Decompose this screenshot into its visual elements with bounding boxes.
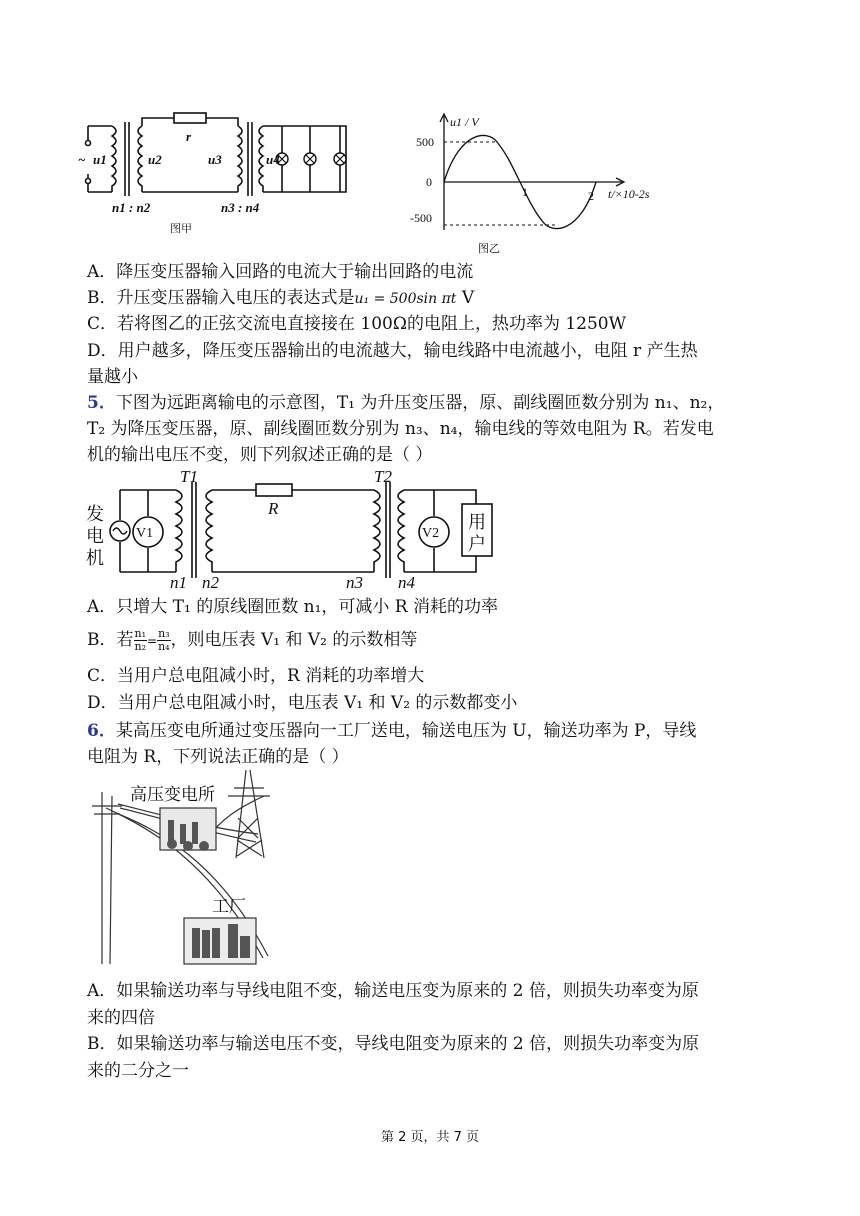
label-T2: T2: [374, 468, 392, 486]
label-u4: u4: [266, 152, 280, 167]
q6-option-b-line1: B．如果输送功率与输送电压不变，导线电阻变为原来的 2 倍，则损失功率变为原: [87, 1034, 700, 1054]
xlabel: t/×10-2s: [608, 187, 650, 201]
label-u2: u2: [148, 152, 162, 167]
generator-char-3: 机: [86, 548, 104, 568]
frac-den-n2: n₂: [134, 640, 146, 653]
tick-neg500: -500: [410, 211, 432, 225]
label-u3: u3: [208, 152, 222, 167]
label-V1: V1: [136, 526, 154, 541]
q5-option-c: C．当用户总电阻减小时，R 消耗的功率增大: [87, 666, 425, 686]
q4-option-b-prefix: B．升压变压器输入电压的表达式是: [87, 288, 355, 308]
ac-symbol: ~: [78, 152, 86, 167]
q5-option-b-suffix: ，则电压表 V₁ 和 V₂ 的示数相等: [170, 630, 418, 650]
label-n3: n3: [346, 573, 363, 590]
q6-stem-line2: 电阻为 R，下列说法正确的是（ ）: [87, 747, 349, 767]
q6-option-a-line2: 来的四倍: [87, 1008, 155, 1028]
q5-option-a: A．只增大 T₁ 的原线圈匝数 n₁，可减小 R 消耗的功率: [87, 597, 499, 617]
label-r: r: [186, 129, 192, 144]
figure-q5-transmission: [84, 468, 504, 590]
label-substation: 高压变电所: [130, 785, 215, 804]
q6-stem-line1: [87, 718, 696, 744]
q4-option-d-line1: D．用户越多，降压变压器输出的电流越大，输电线路中电流越小，电阻 r 产生热: [87, 341, 698, 361]
caption-yi: 图乙: [478, 243, 500, 255]
q5-stem-line3: 机的输出电压不变，则下列叙述正确的是（ ）: [87, 445, 433, 465]
label-factory: 工厂: [212, 897, 246, 916]
page-footer: 第 2 页，共 7 页: [380, 1130, 480, 1145]
q4-option-a: A．降压变压器输入回路的电流大于输出回路的电流: [87, 262, 474, 282]
label-T1: T1: [180, 468, 198, 486]
label-n2: n2: [202, 573, 219, 590]
figure-q6-substation: [88, 768, 288, 972]
caption-jia: 图甲: [170, 223, 192, 235]
user-char-2: 户: [468, 534, 486, 554]
q5-option-b: [87, 627, 417, 654]
fraction-n1-n2: [134, 628, 148, 653]
label-n4: n4: [398, 573, 415, 590]
q5-text-line1: 下图为远距离输电的示意图，T₁ 为升压变压器，原、副线圈匝数分别为 n₁、n₂，: [115, 393, 725, 413]
generator-char-2: 电: [86, 526, 104, 546]
frac-num-n3: n₃: [158, 627, 170, 640]
figure-yi-sine: [410, 110, 670, 256]
q5-option-d: D．当用户总电阻减小时，电压表 V₁ 和 V₂ 的示数都变小: [87, 693, 518, 713]
q5-stem-line1: [87, 390, 724, 416]
q6-text-line1: 某高压变电所通过变压器向一工厂送电，输送电压为 U，输送功率为 P，导线: [115, 721, 697, 741]
q5-stem-line2: T₂ 为降压变压器，原、副线圈匝数分别为 n₃、n₄，输电线的等效电阻为 R。若发电: [87, 419, 714, 439]
tick-500: 500: [416, 135, 434, 149]
generator-char-1: 发: [86, 504, 104, 524]
fraction-n3-n4: [157, 628, 171, 653]
ratio-left: n1 : n2: [112, 200, 151, 215]
q4-option-c: C．若将图乙的正弦交流电直接接在 100Ω的电阻上，热功率为 1250W: [87, 314, 627, 334]
q6-number: 6．: [87, 721, 116, 741]
tick-2: 2: [588, 189, 594, 203]
tick-1: 1: [522, 185, 528, 199]
label-V2: V2: [422, 526, 440, 541]
q6-option-a-line1: A．如果输送功率与导线电阻不变，输送电压变为原来的 2 倍，则损失功率变为原: [87, 981, 699, 1001]
frac-equals: =: [147, 634, 158, 648]
label-u1: u1: [93, 152, 107, 167]
ratio-right: n3 : n4: [221, 200, 260, 215]
q4-option-b: [87, 285, 474, 312]
q5-number: 5．: [87, 393, 116, 413]
frac-den-n4: n₄: [158, 640, 170, 653]
q4-option-d-line2: 量越小: [87, 367, 138, 387]
q6-option-b-line2: 来的二分之一: [87, 1061, 189, 1081]
figure-jia-circuit: [78, 112, 358, 237]
label-n1: n1: [170, 573, 187, 590]
user-char-1: 用: [468, 512, 486, 532]
q5-option-b-prefix: B．若: [87, 630, 134, 650]
label-R: R: [268, 499, 279, 518]
q4-option-b-unit: V: [461, 288, 475, 308]
frac-num-n1: n₁: [134, 627, 146, 640]
ylabel: u1 / V: [450, 115, 479, 129]
q4-option-b-formula: u₁ = 500sin πt: [354, 291, 457, 307]
tick-0: 0: [426, 175, 432, 189]
